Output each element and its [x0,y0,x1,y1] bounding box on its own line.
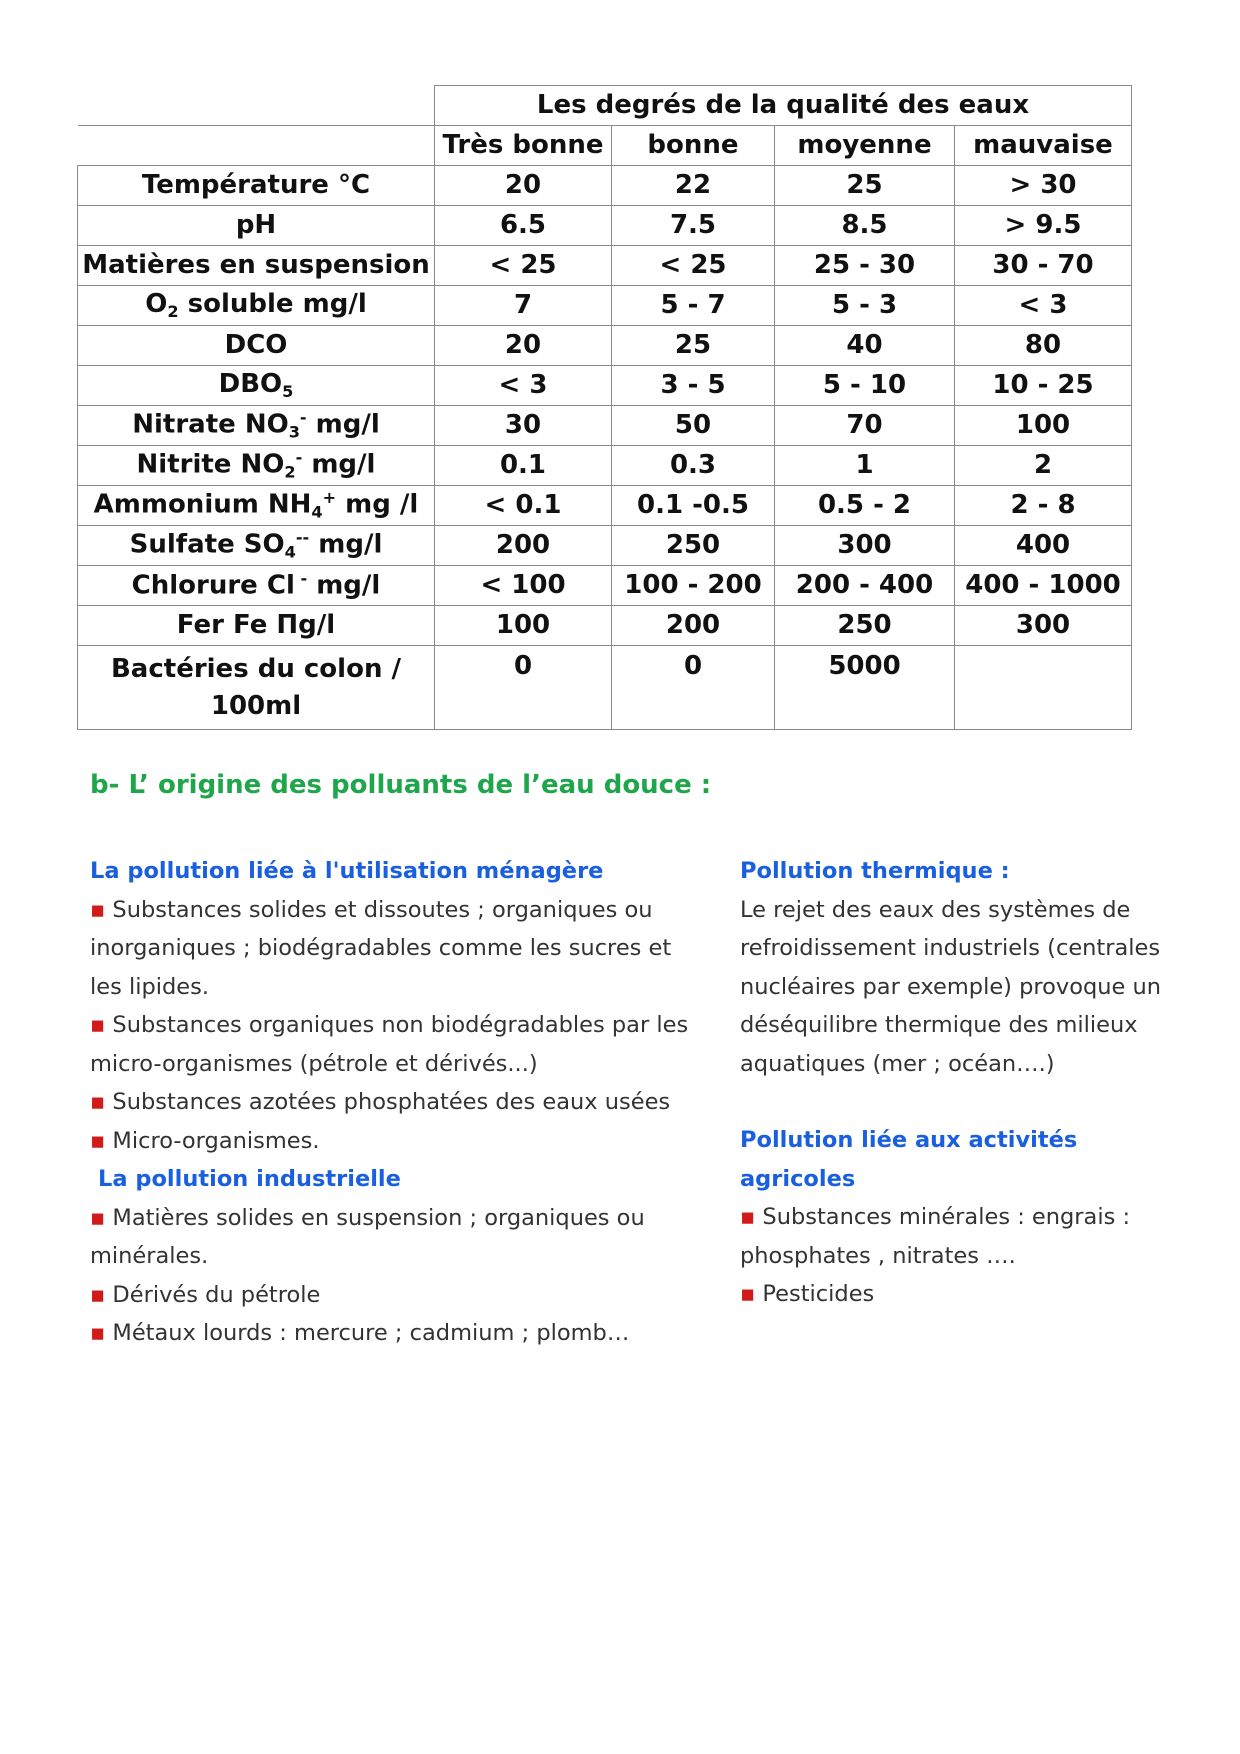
table-row [78,286,1132,326]
column-header: mauvaise [955,126,1132,166]
parameter-name: DBO [218,369,283,400]
value-cell: 8.5 [775,206,955,246]
group-header-row [78,86,1132,126]
value-cell: 7 [435,286,612,326]
value-cell: 5 - 7 [612,286,775,326]
value-cell: 70 [775,406,955,446]
value-cell: 10 - 25 [955,366,1132,406]
list-item [740,1275,1180,1314]
list-item-text: Pesticides [762,1281,875,1307]
table-row [78,486,1132,526]
industrielle-heading: La pollution industrielle [98,1166,401,1192]
value-cell: 6.5 [435,206,612,246]
list-item [90,891,710,1007]
value-cell: 30 [435,406,612,446]
list-item-text: Substances minérales : engrais : phosphates , nitrates …. [740,1204,1131,1269]
value-cell: < 0.1 [435,486,612,526]
parameter-unit: soluble mg/l [178,289,367,320]
parameter-unit: mg/l [302,450,376,481]
parameter-superscript: - [299,408,307,428]
value-cell: < 25 [435,246,612,286]
list-item [90,1276,710,1315]
parameter-name: Sulfate SO [129,530,285,561]
thermique-heading: Pollution thermique : [740,858,1010,884]
list-item [90,1314,710,1353]
column-header-row [78,126,1132,166]
parameter-superscript: - [295,448,303,468]
value-cell: 1 [775,446,955,486]
table-row [78,446,1132,486]
parameter-unit: mg/l [309,530,383,561]
spacer [740,1083,1180,1121]
list-item-text: Dérivés du pétrole [112,1281,321,1308]
value-cell: 200 - 400 [775,566,955,606]
list-item [90,1122,710,1161]
bullet-icon: ▪ [740,1281,756,1307]
group-header: Les degrés de la qualité des eaux [435,86,1132,126]
parameter-cell: Température °C [78,166,435,206]
value-cell: 30 - 70 [955,246,1132,286]
right-column [740,852,1180,1314]
parameter-subscript: 4 [284,542,296,562]
parameter-cell: DCO [78,326,435,366]
agricole-heading: Pollution liée aux activités agricoles [740,1127,1078,1192]
list-item [740,1198,1180,1275]
value-cell: 300 [775,526,955,566]
list-item-text: Matières solides en suspension ; organiques ou minérales. [90,1204,645,1269]
value-cell: < 3 [955,286,1132,326]
value-cell: 50 [612,406,775,446]
value-cell: < 3 [435,366,612,406]
list-item-text: Substances organiques non biodégradables par les micro-organismes (pétrole et dérivés...) [90,1012,689,1077]
value-cell: 400 - 1000 [955,566,1132,606]
parameter-cell [78,406,435,446]
parameter-superscript: + [322,488,337,508]
table-row [78,406,1132,446]
parameter-cell: Matières en suspension [78,246,435,286]
value-cell: 25 [612,326,775,366]
table-row [78,206,1132,246]
value-cell: < 25 [612,246,775,286]
value-cell: 0.1 [435,446,612,486]
table-row [78,166,1132,206]
column-header: bonne [612,126,775,166]
parameter-unit: mg/l [306,410,380,441]
value-cell: 80 [955,326,1132,366]
bullet-icon: ▪ [90,1012,106,1038]
thermique-text: Le rejet des eaux des systèmes de refroidissement industriels (centrales nucléaires par exemple) provoque un déséquilibre thermique des milieux aquatiques (mer ; océan….) [740,896,1162,1077]
parameter-cell [78,566,435,606]
column-header: moyenne [775,126,955,166]
table-row [78,246,1132,286]
value-cell: 0.3 [612,446,775,486]
value-cell: 5000 [775,646,955,730]
parameter-cell [78,286,435,326]
value-cell: 400 [955,526,1132,566]
value-cell: 22 [612,166,775,206]
bullet-icon: ▪ [90,1204,106,1231]
parameter-cell [78,446,435,486]
value-cell: 250 [775,606,955,646]
parameter-name: Chlorure Cl [131,571,295,602]
value-cell: 25 - 30 [775,246,955,286]
parameter-cell: Fer Fe Пg/l [78,606,435,646]
list-item [90,1006,710,1083]
value-cell: 40 [775,326,955,366]
value-cell: 2 - 8 [955,486,1132,526]
bullet-icon: ▪ [90,1089,106,1115]
parameter-cell: pH [78,206,435,246]
parameter-subscript: 2 [167,302,179,322]
value-cell: 100 [435,606,612,646]
bullet-icon: ▪ [90,1320,106,1346]
parameter-subscript: 4 [311,502,323,522]
list-item [90,1199,710,1276]
empty-corner-cell [78,126,435,166]
list-item-text: Micro-organismes. [112,1127,320,1154]
value-cell: 2 [955,446,1132,486]
section-title: b- L’ origine des polluants de l’eau douce : [90,770,712,800]
parameter-name: Nitrate NO [132,410,289,441]
parameter-subscript: 3 [288,422,300,442]
parameter-name: Ammonium NH [93,490,312,521]
value-cell: 200 [612,606,775,646]
value-cell: 20 [435,166,612,206]
value-cell: < 100 [435,566,612,606]
value-cell: 0.5 - 2 [775,486,955,526]
parameter-cell: Bactéries du colon / 100ml [78,646,435,730]
value-cell: 7.5 [612,206,775,246]
value-cell: > 9.5 [955,206,1132,246]
list-item-text: Substances solides et dissoutes ; organiques ou inorganiques ; biodégradables comme les sucres et les lipides. [90,896,672,1000]
parameter-unit: mg/l [307,571,381,602]
parameter-cell [78,526,435,566]
value-cell [955,646,1132,730]
value-cell: 20 [435,326,612,366]
table-row [78,366,1132,406]
parameter-cell [78,366,435,406]
table-row [78,566,1132,606]
value-cell: 300 [955,606,1132,646]
value-cell: 100 - 200 [612,566,775,606]
value-cell: 0 [612,646,775,730]
value-cell: 0.1 -0.5 [612,486,775,526]
table-row [78,606,1132,646]
column-header: Très bonne [435,126,612,166]
value-cell: 0 [435,646,612,730]
parameter-subscript: 5 [282,382,294,402]
value-cell: 5 - 3 [775,286,955,326]
parameter-name: Nitrite NO [136,450,285,481]
parameter-superscript: - [294,569,308,589]
bullet-icon: ▪ [740,1204,756,1230]
value-cell: 250 [612,526,775,566]
table-row [78,526,1132,566]
bullet-icon: ▪ [90,896,106,923]
parameter-unit: mg /l [336,490,419,521]
bullet-icon: ▪ [90,1127,106,1154]
menagere-heading: La pollution liée à l'utilisation ménagère [90,858,604,884]
empty-corner-cell [78,86,435,126]
parameter-superscript: -- [295,528,310,548]
table-row [78,326,1132,366]
value-cell: 3 - 5 [612,366,775,406]
left-column [90,852,710,1353]
table-row [78,646,1132,730]
bullet-icon: ▪ [90,1281,106,1308]
parameter-name: O [145,289,168,320]
list-item-text: Métaux lourds : mercure ; cadmium ; plomb… [112,1320,630,1346]
parameter-subscript: 2 [284,462,296,482]
value-cell: 25 [775,166,955,206]
value-cell: > 30 [955,166,1132,206]
water-quality-table [77,85,1132,730]
list-item [90,1083,710,1122]
value-cell: 200 [435,526,612,566]
list-item-text: Substances azotées phosphatées des eaux usées [112,1089,671,1115]
value-cell: 100 [955,406,1132,446]
value-cell: 5 - 10 [775,366,955,406]
parameter-cell [78,486,435,526]
